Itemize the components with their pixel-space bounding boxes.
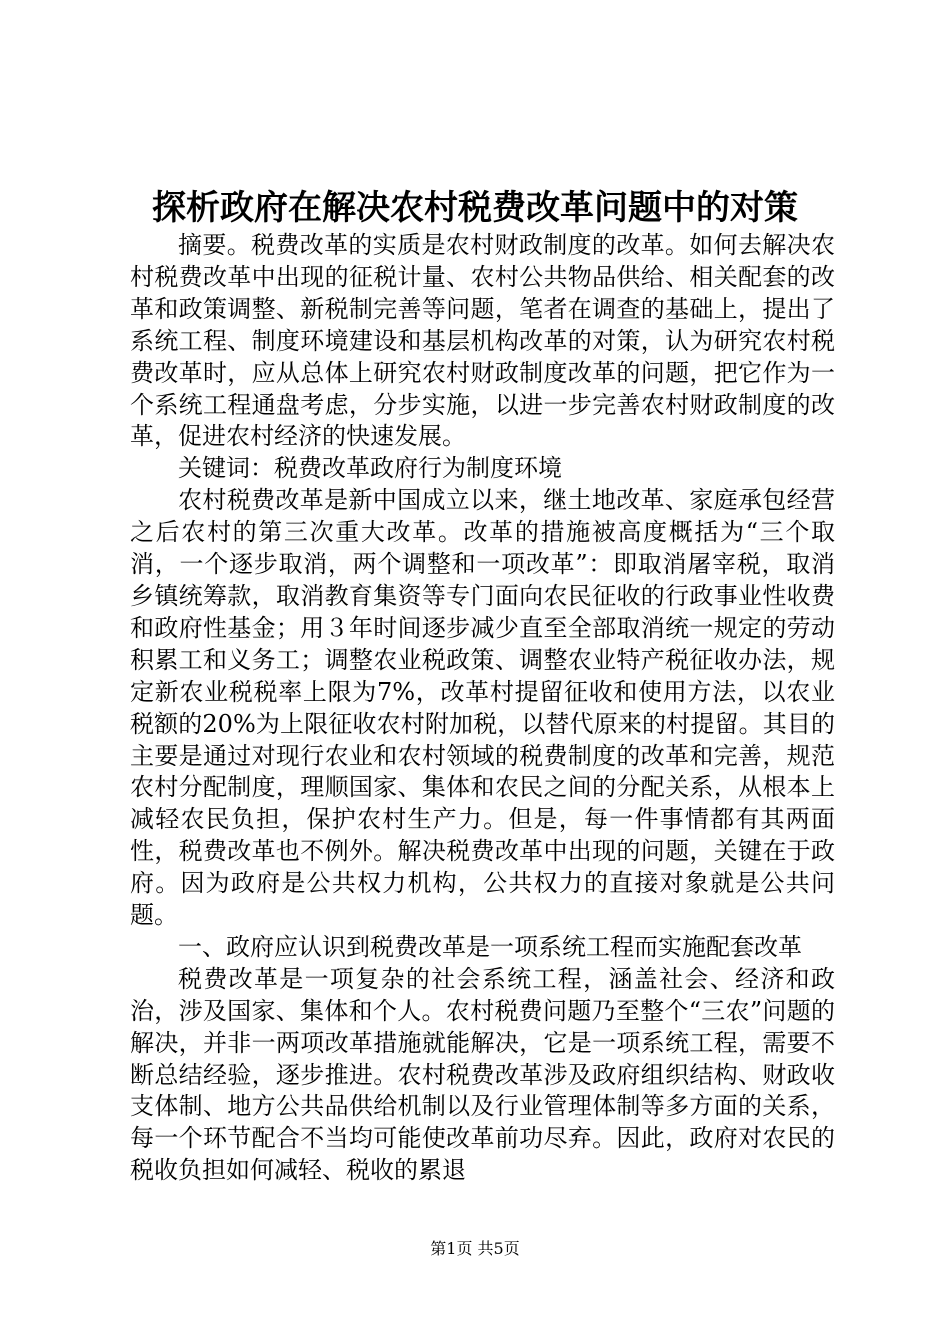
section-1-paragraph: 税费改革是一项复杂的社会系统工程，涵盖社会、经济和政治，涉及国家、集体和个人。农村税费问题乃至整个“三农”问题的解决，并非一两项改革措施就能解决，它是一项系统工程，需要不断总结经验，逐步推进。农村税费改革涉及政府组织结构、财政收支体制、地方公共品供给机制以及行业管理体制等多方面的关系，每一个环节配合不当均可能使改革前功尽弃。因此，政府对农民的税收负担如何减轻、税收的累退 bbox=[130, 964, 835, 1185]
section-heading-1: 一、政府应认识到税费改革是一项系统工程而实施配套改革 bbox=[178, 932, 802, 961]
keywords-paragraph: 关键词：税费改革政府行为制度环境 bbox=[178, 454, 562, 483]
abstract-paragraph: 摘要。税费改革的实质是农村财政制度的改革。如何去解决农村税费改革中出现的征税计量、农村公共物品供给、相关配套的改革和政策调整、新税制完善等问题，笔者在调查的基础上，提出了系统工程、制度环境建设和基层机构改革的对策，认为研究农村税费改革时，应从总体上研究农村财政制度改革的问题，把它作为一个系统工程通盘考虑，分步实施，以进一步完善农村财政制度的改革，促进农村经济的快速发展。 bbox=[130, 231, 835, 451]
document-title: 探析政府在解决农村税费改革问题中的对策 bbox=[152, 188, 798, 228]
page-number-footer: 第1页 共5页 bbox=[430, 1239, 520, 1258]
intro-paragraph: 农村税费改革是新中国成立以来，继土地改革、家庭承包经营之后农村的第三次重大改革。改革的措施被高度概括为“三个取消，一个逐步取消，两个调整和一项改革”：即取消屠宰税，取消乡镇统筹款，取消教育集资等专门面向农民征收的行政事业性收费和政府性基金；用３年时间逐步减少直至全部取消统一规定的劳动积累工和义务工；调整农业税政策、调整农业特产税征收办法，规定新农业税税率上限为7%，改革村提留征收和使用方法，以农业税额的20%为上限征收农村附加税，以替代原来的村提留。其目的主要是通过对现行农业和农村领域的税费制度的改革和完善，规范农村分配制度，理顺国家、集体和农民之间的分配关系，从根本上减轻农民负担，保护农村生产力。但是，每一件事情都有其两面性，税费改革也不例外。解决税费改革中出现的问题，关键在于政府。因为政府是公共权力机构，公共权力的直接对象就是公共问题。 bbox=[130, 486, 835, 930]
document-body bbox=[130, 230, 835, 1187]
